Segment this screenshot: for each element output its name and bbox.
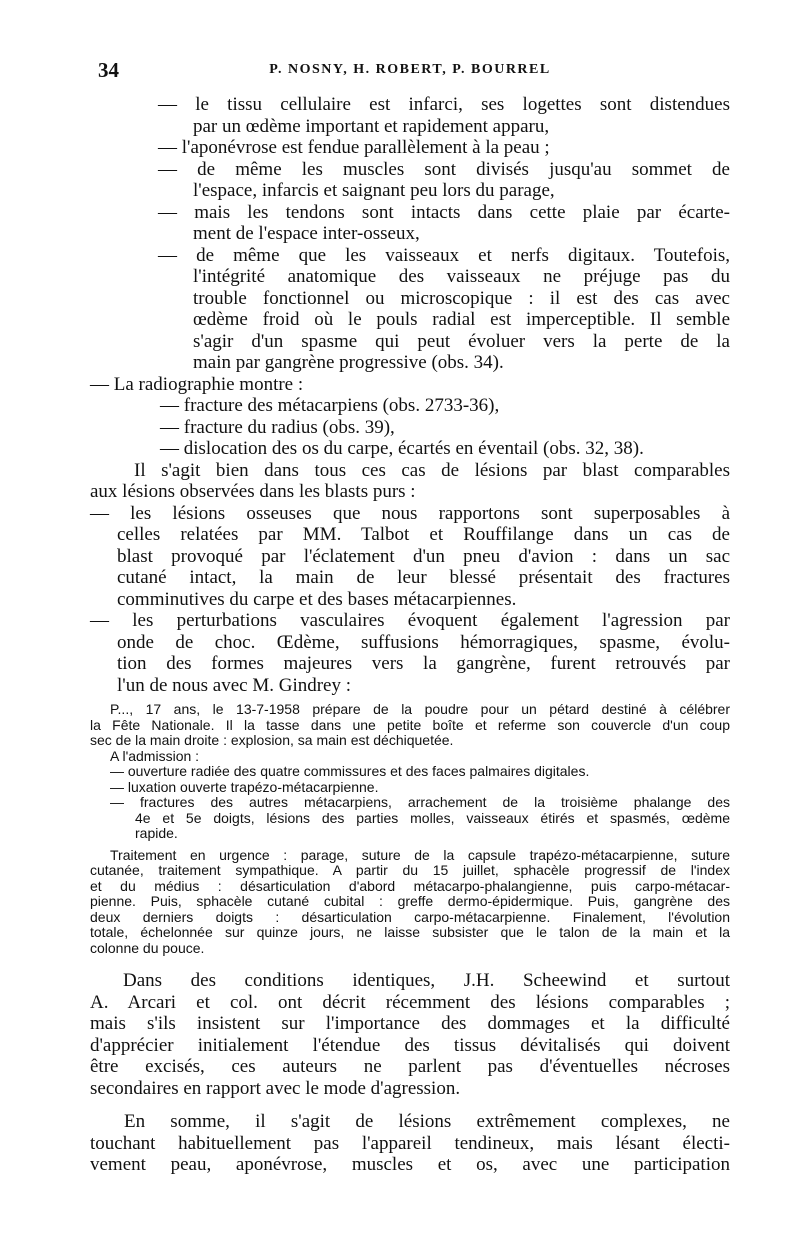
text-line: tion des formes majeures vers la gangrène, furent retrouvés par xyxy=(117,653,730,674)
text-line: cutanée, traitement sympathique. A partir du 15 juillet, sphacèle progressif de l'index xyxy=(90,862,730,878)
text-line: deux derniers doigts : désarticulation carpo-métacarpienne. Finalement, l'évolution xyxy=(90,908,730,925)
text-line: rapide. xyxy=(135,825,178,841)
body-text xyxy=(90,94,730,1176)
text-line: l'espace, infarcis et saignant peu lors du parage, xyxy=(193,180,555,201)
text-line: œdème froid où le pouls radial est imperceptible. Il semble xyxy=(193,309,730,330)
text-line: et du médius : désarticulation d'abord métacarpo-phalangienne, puis carpo-métacar- xyxy=(90,877,730,894)
text-line: — fracture des métacarpiens (obs. 2733-36), xyxy=(160,395,500,416)
running-title: P. NOSNY, H. ROBERT, P. BOURREL xyxy=(269,62,551,77)
text-line: trouble fonctionnel ou microscopique : il est des cas avec xyxy=(193,287,730,309)
text-line: 4e et 5e doigts, lésions des parties molles, vaisseaux étirés et spasmés, œdème xyxy=(135,809,730,826)
text-line: être excisés, ces auteurs ne parlent pas d'éventuelles nécroses xyxy=(90,1056,730,1077)
text-line: ment de l'espace inter-osseux, xyxy=(193,223,420,244)
text-line: — le tissu cellulaire est infarci, ses logettes sont distendues xyxy=(158,94,730,115)
text-line: cutané intact, la main de leur blessé présentait des fractures xyxy=(117,567,730,588)
text-line: sec de la main droite : explosion, sa main est déchiquetée. xyxy=(90,732,454,748)
text-line: — les perturbations vasculaires évoquent également l'agression par xyxy=(90,610,730,631)
text-line: pienne. Puis, sphacèle cutané cubital : greffe dermo-épidermique. Puis, gangrène des xyxy=(90,893,730,909)
text-line: — de même les muscles sont divisés jusqu'au sommet de xyxy=(158,158,730,180)
text-line: — dislocation des os du carpe, écartés en éventail (obs. 32, 38). xyxy=(160,438,644,459)
text-line: celles relatées par MM. Talbot et Rouffilange dans un cas de xyxy=(117,524,730,545)
text-line: vement peau, aponévrose, muscles et os, avec une participation xyxy=(90,1154,730,1175)
text-line: mais s'ils insistent sur l'importance des dommages et la difficulté xyxy=(90,1013,730,1034)
text-line: par un œdème important et rapidement apparu, xyxy=(193,115,550,137)
text-line: A l'admission : xyxy=(110,747,200,764)
text-line: — fracture du radius (obs. 39), xyxy=(160,416,395,438)
text-line: Il s'agit bien dans tous ces cas de lésions par blast comparables xyxy=(134,459,730,481)
text-line: — mais les tendons sont intacts dans cette plaie par écarte- xyxy=(158,201,730,223)
text-line: d'apprécier initialement l'étendue des tissus dévitalisés qui doivent xyxy=(90,1034,730,1056)
text-line: secondaires en rapport avec le mode d'agression. xyxy=(90,1077,461,1099)
text-line: totale, échelonnée sur quinze jours, ne laisse subsister que le talon de la main et la xyxy=(90,924,730,940)
text-line: l'un de nous avec M. Gindrey : xyxy=(117,674,352,696)
text-line: — les lésions osseuses que nous rapportons sont superposables à xyxy=(90,502,730,524)
page-header xyxy=(90,58,730,88)
text-line: — fractures des autres métacarpiens, arrachement de la troisième phalange des xyxy=(110,794,730,810)
text-line: aux lésions observées dans les blasts purs : xyxy=(90,481,416,502)
page-number: 34 xyxy=(98,58,119,82)
text-line: — luxation ouverte trapézo-métacarpienne. xyxy=(110,778,379,795)
text-line: blast provoqué par l'éclatement d'un pneu d'avion : dans un sac xyxy=(117,545,730,567)
text-line: la Fête Nationale. Il la tasse dans une petite boîte et referme son couvercle d'un coup xyxy=(90,716,730,733)
text-line: comminutives du carpe et des bases métacarpiennes. xyxy=(117,588,517,610)
text-line: — l'aponévrose est fendue parallèlement à la peau ; xyxy=(158,137,550,158)
text-line: — ouverture radiée des quatre commissures et des faces palmaires digitales. xyxy=(110,763,590,779)
text-line: onde de choc. Œdème, suffusions hémorragiques, spasme, évolu- xyxy=(117,631,730,653)
text-line: colonne du pouce. xyxy=(90,939,205,956)
text-line: — La radiographie montre : xyxy=(90,373,304,395)
text-line: Traitement en urgence : parage, suture de la capsule trapézo-métacarpienne, suture xyxy=(110,846,730,863)
text-line: main par gangrène progressive (obs. 34). xyxy=(193,352,504,373)
text-line: A. Arcari et col. ont décrit récemment des lésions comparables ; xyxy=(90,991,730,1013)
text-line: P..., 17 ans, le 13-7-1958 prépare de la poudre pour un pétard destiné à célébrer xyxy=(110,701,730,717)
text-line: touchant habituellement pas l'appareil tendineux, mais lésant électi- xyxy=(90,1132,730,1154)
text-line: s'agir d'un spasme qui peut évoluer vers la perte de la xyxy=(193,330,730,352)
text-line: En somme, il s'agit de lésions extrêmement complexes, ne xyxy=(124,1111,730,1132)
text-line: Dans des conditions identiques, J.H. Scheewind et surtout xyxy=(123,970,730,991)
text-line: l'intégrité anatomique des vaisseaux ne préjuge pas du xyxy=(193,266,730,287)
text-line: — de même que les vaisseaux et nerfs digitaux. Toutefois, xyxy=(158,244,730,266)
